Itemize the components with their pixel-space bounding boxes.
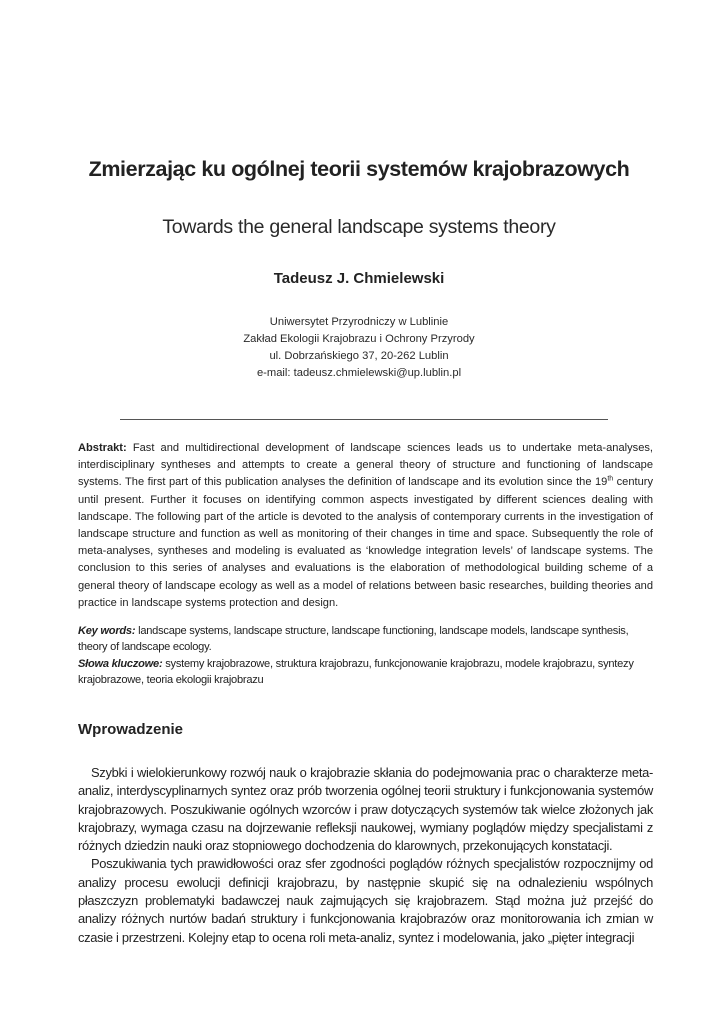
- section-heading: Wprowadzenie: [78, 721, 184, 738]
- horizontal-divider: [120, 419, 608, 420]
- author-name: Tadeusz J. Chmielewski: [273, 270, 445, 287]
- keywords-block: [78, 623, 653, 689]
- body-paragraph-2: Poszukiwania tych prawidłowości oraz sfer zgodności poglądów różnych specjalistów rozpocznijmy od analizy procesu ewolucji definicji krajobrazu, by następnie skupić się na odnalezieniu wspólnych płaszczyzn problematyki badawczej nauk zajmujących się krajobrazem. Stąd można już przejść do analizy różnych nurtów badań struktury i funkcjonowania krajobrazów oraz monitorowania ich zmian w czasie i przestrzeni. Kolejny etap to ocena roli meta-analiz, syntez i modelowania, jako „pięter integracji: [78, 856, 653, 945]
- abstract-text-part-2: century until present. Further it focuses on identifying common aspects investigated by different sciences dealing with landscape. The following part of the article is devoted to the analysis of contemporary currents in the investigation of landscape structure and function as well as monitoring of their changes in time and space. Subsequently the role of meta-analyses, syntheses and modeling is evaluated as ‘knowledge integration levels’ of landscape systems. The conclusion to this series of analyses and evaluations is the elaboration of methodological building scheme of a general theory of landscape ecology as well as a model of relations between basic researches, building theories and practice in landscape systems protection and design.: [78, 476, 654, 609]
- affiliation-department: Zakład Ekologii Krajobrazu i Ochrony Przyrody: [243, 333, 475, 345]
- keywords-label: Key words:: [78, 625, 136, 637]
- affiliation-email: e-mail: tadeusz.chmielewski@up.lublin.pl: [256, 367, 462, 379]
- slowa-kluczowe-label: Słowa kluczowe:: [78, 657, 163, 670]
- paper-title-polish: Zmierzając ku ogólnej teorii systemów krajobrazowych: [88, 157, 630, 181]
- affiliation-address: ul. Dobrzańskiego 37, 20-262 Lublin: [269, 350, 449, 362]
- slowa-kluczowe-text: systemy krajobrazowe, struktura krajobrazu, funkcjonowanie krajobrazu, modele krajobrazu, syntezy krajobrazowe, teoria ekologii krajobrazu: [78, 657, 634, 687]
- abstract-superscript: th: [607, 475, 614, 483]
- keywords-polish: [78, 656, 653, 689]
- keywords-text: landscape systems, landscape structure, landscape functioning, landscape models, landscape synthesis, theory of landscape ecology.: [78, 625, 629, 654]
- body-paragraph-1: Szybki i wielokierunkowy rozwój nauk o krajobrazie skłania do podejmowania prac o charakterze meta-analiz, interdyscyplinarnych syntez oraz prób tworzenia ogólnej teorii struktury i funkcjonowania systemów krajobrazowych. Poszukiwanie ogólnych wzorców i praw dotyczących systemów tak wielce złożonych jak krajobrazy, wymaga czasu na dojrzewanie refleksji naukowej, wymiany poglądów między specjalistami z różnych dziedzin nauki oraz stopniowego dochodzenia do klarownych, przekonujących konstatacji.: [78, 765, 653, 854]
- paper-title-english: Towards the general landscape systems theory: [162, 216, 556, 238]
- affiliation-university: Uniwersytet Przyrodniczy w Lublinie: [269, 316, 449, 328]
- keywords-english: [78, 623, 653, 656]
- author-affiliation: [0, 314, 718, 382]
- abstract-block: [78, 440, 653, 612]
- abstract-text-part-1: Fast and multidirectional development of landscape sciences leads us to undertake meta-analyses, interdisciplinary syntheses and attempts to create a general theory of structure and functioning of landscape systems. The first part of this publication analyses the definition of landscape and its evolution since the 19: [78, 442, 653, 489]
- section-body: [78, 764, 653, 947]
- abstract-label: Abstrakt:: [78, 442, 127, 454]
